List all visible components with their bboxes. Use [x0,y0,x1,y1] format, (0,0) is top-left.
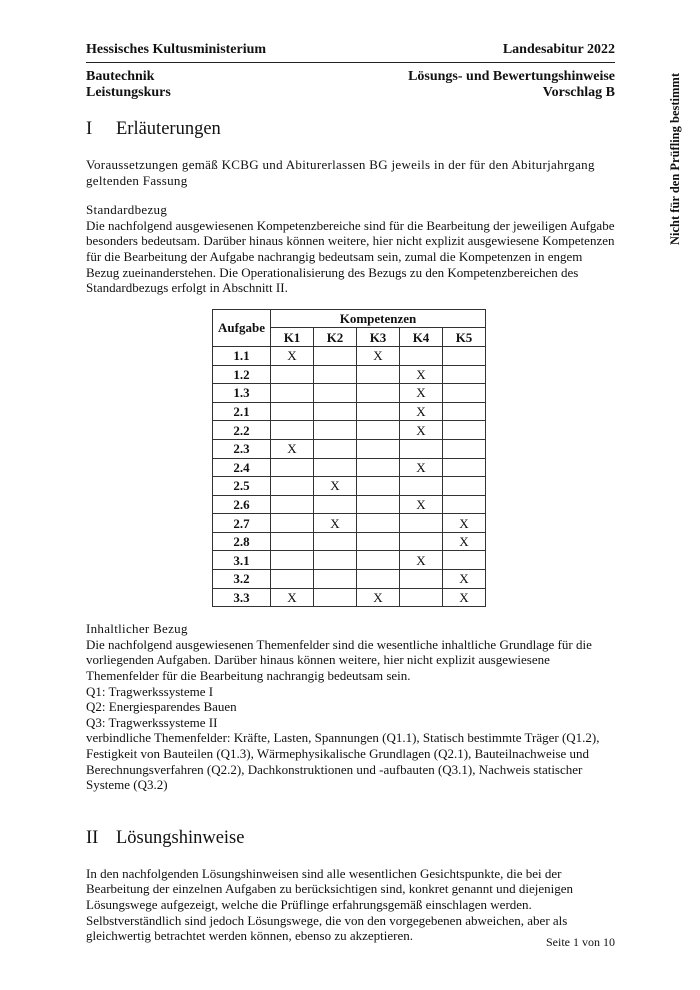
section-1-title-text: Erläuterungen [116,119,221,139]
competence-mark-k3 [357,365,400,384]
competence-mark-k5 [443,458,486,477]
task-number: 2.4 [213,458,271,477]
table-row [213,588,486,607]
competence-mark-k2 [314,439,357,458]
competence-mark-k1 [271,365,314,384]
table-row [213,365,486,384]
competence-mark-k1: X [271,439,314,458]
competence-mark-k4: X [400,551,443,570]
competence-mark-k2 [314,532,357,551]
competence-mark-k5 [443,384,486,403]
competence-mark-k4: X [400,402,443,421]
competence-mark-k5 [443,421,486,440]
competence-mark-k3 [357,495,400,514]
task-number: 2.5 [213,477,271,496]
section-2-title [86,827,616,849]
competence-mark-k3 [357,402,400,421]
table-row [213,495,486,514]
page-content [86,118,616,944]
competence-mark-k2 [314,551,357,570]
task-number: 2.2 [213,421,271,440]
mandatory-themes: verbindliche Themenfelder: Kräfte, Lasten, Spannungen (Q1.1), Statisch bestimmte Träger (Q1.2), Festigkeit von Bauteilen (Q1.3), Wärmephysikalische Grundlagen (Q2.1), Bauteilnachweise und Berechnungsverfahren (Q2.2), Dachkonstruktionen und -aufbauten (Q3.1), Nachweis statischer Systeme (Q3.2) [86,730,600,793]
task-number: 1.2 [213,365,271,384]
competence-mark-k1 [271,421,314,440]
ministry-name: Hessisches Kultusministerium [86,42,267,57]
competence-mark-k4: X [400,421,443,440]
col-header-k5: K5 [443,328,486,347]
competence-mark-k1 [271,458,314,477]
competence-mark-k3 [357,551,400,570]
competence-mark-k4 [400,439,443,458]
content-paragraph: Die nachfolgend ausgewiesenen Themenfelder sind die wesentliche inhaltliche Grundlage für die vorliegenden Aufgaben. Darüber hinaus können weitere, hier nicht explizit ausgewiesene Themenfelder für die Bearbeitung nachrangig bedeutsam sein. [86,636,592,684]
competence-mark-k1: X [271,588,314,607]
competence-mark-k2 [314,346,357,365]
doc-type: Lösungs- und Bewertungshinweise [408,69,615,84]
competence-mark-k1 [271,570,314,589]
table-row [213,346,486,365]
competence-mark-k4: X [400,384,443,403]
content-heading: Inhaltlicher Bezug [86,621,188,637]
table-row [213,402,486,421]
competence-mark-k3 [357,421,400,440]
col-header-k1: K1 [271,328,314,347]
competence-mark-k4: X [400,365,443,384]
task-number: 2.7 [213,514,271,533]
task-number: 1.1 [213,346,271,365]
task-number: 3.3 [213,588,271,607]
competence-mark-k1 [271,532,314,551]
side-note: Nicht für den Prüfling bestimmt [668,73,682,245]
competence-mark-k5: X [443,514,486,533]
theme-q2: Q2: Energiesparendes Bauen [86,699,237,715]
standard-paragraph: Die nachfolgend ausgewiesenen Kompetenzbereiche sind für die Bearbeitung der jeweiligen Aufgabe besonders bedeutsam. Darüber hinaus können weitere, hier nicht explizit ausgewiesene Kompetenzen für die Bearbeitung der Aufgabe nachrangig bedeutsam sein, zumal die Kompetenzen in engem Bezug zueinanderstehen. Die Operationalisierung des Bezugs zu den Kompetenzbereichen des Standardbezugs erfolgt in Abschnitt II. [86,217,615,296]
competence-mark-k1 [271,514,314,533]
competence-mark-k1 [271,384,314,403]
table-row [213,384,486,403]
competence-mark-k2: X [314,514,357,533]
competence-mark-k5 [443,495,486,514]
competence-mark-k1: X [271,346,314,365]
competence-mark-k5: X [443,532,486,551]
competence-mark-k3: X [357,588,400,607]
competence-mark-k3 [357,458,400,477]
competence-mark-k2 [314,421,357,440]
col-header-aufgabe: Aufgabe [213,309,271,346]
competence-mark-k4 [400,570,443,589]
col-header-k4: K4 [400,328,443,347]
table-row [213,458,486,477]
competence-mark-k2 [314,384,357,403]
competence-mark-k2 [314,365,357,384]
competence-mark-k5 [443,402,486,421]
page-number: Seite 1 von 10 [546,935,615,949]
competence-mark-k4 [400,514,443,533]
solution-paragraph: In den nachfolgenden Lösungshinweisen sind alle wesentlichen Gesichtspunkte, die bei der Bearbeitung der einzelnen Aufgaben zu berücksichtigen sind, konkret genannt und diejenigen Lösungswege aufgezeigt, welche die Prüflinge erfahrungsgemäß einschlagen werden. Selbstverständlich sind jedoch Lösungswege, die von den vorgegebenen abweichen, aber als gleichwertig betrachtet werden können, ebenso zu akzeptieren. [86,865,573,944]
competence-mark-k4: X [400,458,443,477]
exam-name: Landesabitur 2022 [502,42,615,57]
proposal-label: Vorschlag B [542,85,615,100]
competence-mark-k1 [271,402,314,421]
competence-mark-k4 [400,588,443,607]
table-row [213,439,486,458]
page-header [86,42,615,101]
competence-mark-k4: X [400,495,443,514]
task-number: 2.6 [213,495,271,514]
competence-mark-k3 [357,384,400,403]
task-number: 3.1 [213,551,271,570]
section-1-title [86,118,616,140]
competence-mark-k2 [314,495,357,514]
competence-mark-k5 [443,551,486,570]
competence-mark-k3 [357,514,400,533]
competence-mark-k5 [443,477,486,496]
table-row [213,514,486,533]
col-header-kompetenzen: Kompetenzen [271,309,486,328]
competence-mark-k5 [443,346,486,365]
competence-mark-k4 [400,477,443,496]
table-row [213,477,486,496]
competence-mark-k5: X [443,570,486,589]
competence-mark-k1 [271,495,314,514]
competence-mark-k3 [357,532,400,551]
table-row [213,570,486,589]
section-1-number: I [86,119,93,139]
competence-mark-k5 [443,439,486,458]
competence-mark-k5 [443,365,486,384]
subject-name: Bautechnik [86,69,155,84]
section-2-number: II [86,827,99,848]
intro-paragraph: Voraussetzungen gemäß KCBG und Abiturerlassen BG jeweils in der für den Abiturjahrgang geltenden Fassung [86,157,595,188]
competence-mark-k2 [314,458,357,477]
competence-mark-k1 [271,477,314,496]
theme-q3: Q3: Tragwerkssysteme II [86,714,218,730]
task-number: 2.3 [213,439,271,458]
competence-mark-k4 [400,532,443,551]
competence-mark-k3 [357,570,400,589]
table-row [213,551,486,570]
header-rule [86,62,615,63]
table-row [213,532,486,551]
col-header-k2: K2 [314,328,357,347]
competence-mark-k4 [400,346,443,365]
competence-mark-k3 [357,477,400,496]
competence-mark-k2 [314,588,357,607]
task-number: 2.1 [213,402,271,421]
competence-table [212,309,486,608]
section-2-title-text: Lösungshinweise [116,827,245,848]
competence-mark-k2: X [314,477,357,496]
standard-heading: Standardbezug [86,202,168,218]
task-number: 3.2 [213,570,271,589]
theme-q1: Q1: Tragwerkssysteme I [86,683,214,699]
competence-mark-k1 [271,551,314,570]
competence-mark-k3: X [357,346,400,365]
task-number: 1.3 [213,384,271,403]
competence-mark-k2 [314,570,357,589]
task-number: 2.8 [213,532,271,551]
competence-mark-k5: X [443,588,486,607]
competence-table-body [213,346,486,606]
course-name: Leistungskurs [86,85,171,100]
table-row [213,421,486,440]
competence-mark-k3 [357,439,400,458]
competence-mark-k2 [314,402,357,421]
col-header-k3: K3 [357,328,400,347]
